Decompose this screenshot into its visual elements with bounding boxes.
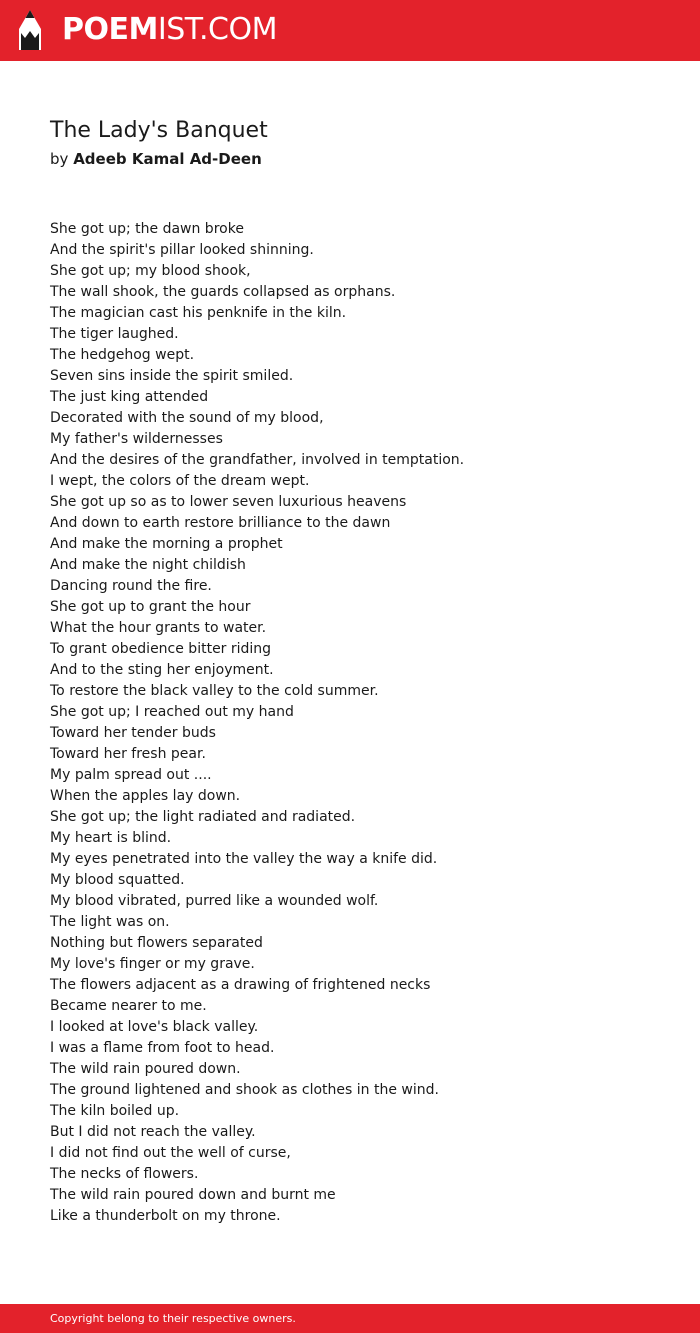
poem-line: The hedgehog wept. [50, 347, 195, 363]
poem-line: I wept, the colors of the dream wept. [50, 473, 310, 489]
poem-line: To restore the black valley to the cold summer. [50, 683, 379, 699]
poem-body [50, 219, 670, 1227]
site-logo[interactable] [62, 12, 277, 48]
poem-line: I was a flame from foot to head. [50, 1040, 275, 1056]
logo-light-text: IST.COM [157, 12, 277, 47]
poem-line: Toward her fresh pear. [50, 746, 206, 762]
poem-line: My eyes penetrated into the valley the way a knife did. [50, 851, 438, 867]
poem-line: Like a thunderbolt on my throne. [50, 1208, 281, 1224]
poem-line: The wall shook, the guards collapsed as orphans. [50, 284, 396, 300]
pencil-icon [18, 9, 42, 51]
poem-line: She got up to grant the hour [50, 599, 251, 615]
poem-line: The flowers adjacent as a drawing of frightened necks [50, 977, 431, 993]
poem-line: And down to earth restore brilliance to the dawn [50, 515, 391, 531]
poem-author: Adeeb Kamal Ad-Deen [73, 150, 262, 168]
poem-line: The tiger laughed. [50, 326, 179, 342]
poem-line: The wild rain poured down and burnt me [50, 1187, 336, 1203]
poem-line: And make the morning a prophet [50, 536, 283, 552]
poem-line: Toward her tender buds [50, 725, 216, 741]
poem-line: I did not find out the well of curse, [50, 1145, 291, 1161]
poem-line: Dancing round the fire. [50, 578, 212, 594]
poem-line: And to the sting her enjoyment. [50, 662, 274, 678]
poem-line: My love's finger or my grave. [50, 956, 255, 972]
poem-line: My blood squatted. [50, 872, 185, 888]
poem-line: And make the night childish [50, 557, 246, 573]
poem-line: She got up; the light radiated and radiated. [50, 809, 356, 825]
poem-line: The ground lightened and shook as clothes in the wind. [50, 1082, 439, 1098]
poem-line: Became nearer to me. [50, 998, 207, 1014]
poem-line: She got up; my blood shook, [50, 263, 251, 279]
poem-line: My blood vibrated, purred like a wounded wolf. [50, 893, 379, 909]
poem-line: My palm spread out .... [50, 767, 212, 783]
poem-line: Seven sins inside the spirit smiled. [50, 368, 294, 384]
poem-line: The necks of flowers. [50, 1166, 199, 1182]
poem-line: And the desires of the grandfather, involved in temptation. [50, 452, 465, 468]
poem-line: The light was on. [50, 914, 170, 930]
poem-byline [50, 148, 262, 170]
poem-line: What the hour grants to water. [50, 620, 267, 636]
poem-line: She got up; the dawn broke [50, 221, 244, 237]
logo-bold-text: POEM [62, 12, 158, 47]
poem-line: Nothing but flowers separated [50, 935, 263, 951]
site-header [0, 0, 700, 61]
poem-line: And the spirit's pillar looked shinning. [50, 242, 314, 258]
poem-title: The Lady's Banquet [50, 118, 268, 143]
site-footer [0, 1304, 700, 1333]
poem-line: She got up; I reached out my hand [50, 704, 294, 720]
copyright-text: Copyright belong to their respective owners. [50, 1312, 296, 1325]
by-label: by [50, 150, 69, 168]
poem-line: My heart is blind. [50, 830, 172, 846]
poem-line: My father's wildernesses [50, 431, 223, 447]
poem-line: When the apples lay down. [50, 788, 241, 804]
poem-line: I looked at love's black valley. [50, 1019, 259, 1035]
poem-line: But I did not reach the valley. [50, 1124, 256, 1140]
poem-line: The just king attended [50, 389, 209, 405]
poem-line: The kiln boiled up. [50, 1103, 180, 1119]
poem-line: The magician cast his penknife in the kiln. [50, 305, 347, 321]
poem-line: She got up so as to lower seven luxurious heavens [50, 494, 407, 510]
poem-line: Decorated with the sound of my blood, [50, 410, 324, 426]
poem-line: The wild rain poured down. [50, 1061, 241, 1077]
poem-line: To grant obedience bitter riding [50, 641, 272, 657]
